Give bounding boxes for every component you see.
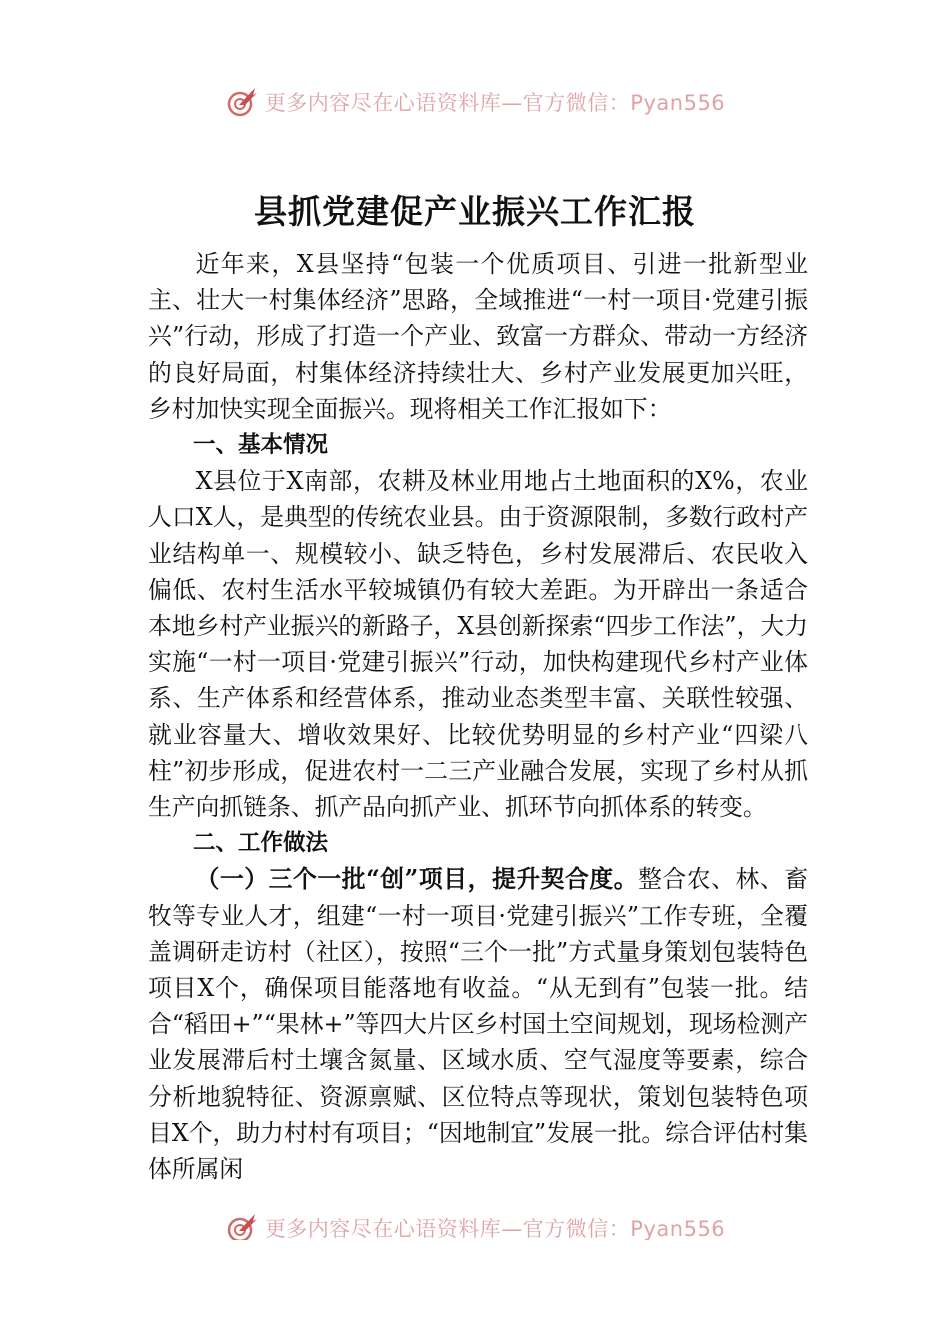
watermark-text: 更多内容尽在心语资料库—官方微信：Pyan556 xyxy=(264,91,726,115)
subsection-lead: （一）三个一批“创”项目，提升契合度。 xyxy=(195,865,639,894)
document-title: 县抓党建促产业振兴工作汇报 xyxy=(254,192,696,231)
watermark-header xyxy=(0,82,950,122)
section-heading-methods: 二、工作做法 xyxy=(193,830,329,857)
quill-logo-icon xyxy=(225,1211,259,1240)
section-heading-basic: 一、基本情况 xyxy=(193,432,329,459)
section-paragraph-basic: X县位于X南部，农耕及林业用地占土地面积的X%，农业人口X人，是典型的传统农业县。由于资源限制，多数行政村产业结构单一、规模较小、缺乏特色，乡村发展滞后、农民收入偏低、农村生活水平较城镇仍有较大差距。为开辟出一条适合本地乡村产业振兴的新路子，X县创新探索“四步工作法”，大力实施“一村一项目·党建引振兴”行动，加快构建现代乡村产业体系、生产体系和经营体系，推动业态类型丰富、关联性较强、就业容量大、增收效果好、比较优势明显的乡村产业“四梁八柱”初步形成，促进农村一二三产业融合发展，实现了乡村从抓生产向抓链条、抓产品向抓产业、抓环节向抓体系的转变。 xyxy=(148,467,808,822)
quill-logo-icon xyxy=(225,85,259,119)
subsection-text: 整合农、林、畜牧等专业人才，组建“一村一项目·党建引振兴”工作专班，全覆盖调研走访村（社区），按照“三个一批”方式量身策划包装特色项目X个，确保项目能落地有收益。“从无到有”包装一批。结合“稻田+”“果林+”等四大片区乡村国土空间规划，现场检测产业发展滞后村土壤含氮量、区域水质、空气湿度等要素，综合分析地貌特征、资源禀赋、区位特点等现状，策划包装特色项目X个，助力村村有项目；“因地制宜”发展一批。综合评估村集体所属闲 xyxy=(148,865,808,1184)
document-body xyxy=(148,246,808,1214)
watermark-text: 更多内容尽在心语资料库—官方微信：Pyan556 xyxy=(264,1217,726,1240)
watermark-footer xyxy=(0,1206,950,1240)
subsection-paragraph-1 xyxy=(148,861,808,1187)
intro-paragraph: 近年来，X县坚持“包装一个优质项目、引进一批新型业主、壮大一村集体经济”思路，全域推进“一村一项目·党建引振兴”行动，形成了打造一个产业、致富一方群众、带动一方经济的良好局面，村集体经济持续壮大、乡村产业发展更加兴旺，乡村加快实现全面振兴。现将相关工作汇报如下： xyxy=(148,250,808,423)
